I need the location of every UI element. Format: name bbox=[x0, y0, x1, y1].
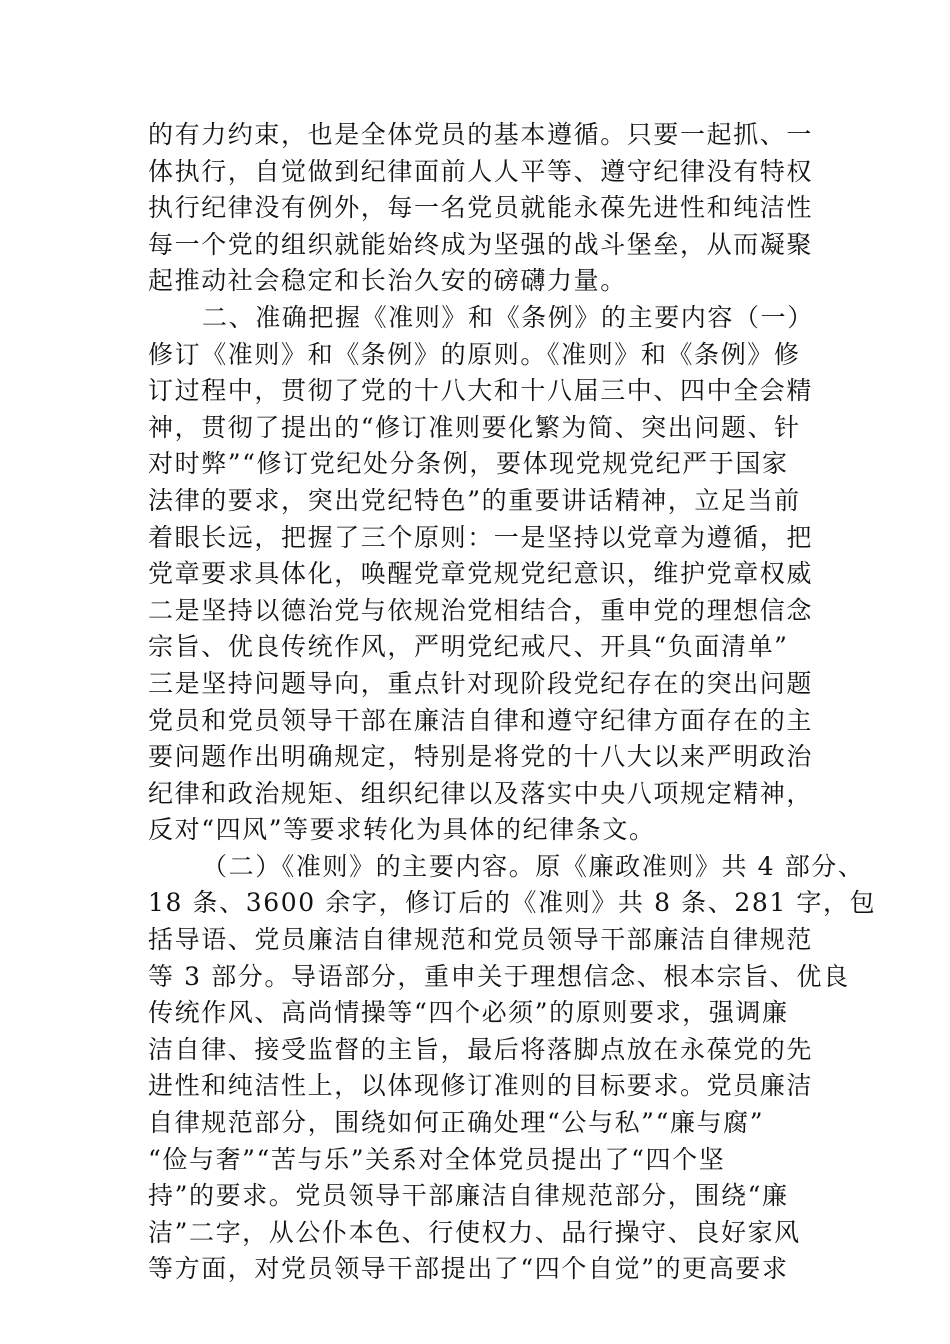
text-line: 自律规范部分，围绕如何正确处理“公与私”“廉与腐” bbox=[148, 1108, 765, 1138]
text-line: 18 条、3600 余字，修订后的《准则》共 8 条、281 字，包 bbox=[148, 888, 877, 918]
text-line: 洁”二字，从公仆本色、行使权力、品行操守、良好家风 bbox=[148, 1217, 801, 1247]
text-line: 着眼长远，把握了三个原则：一是坚持以党章为遵循，把 bbox=[148, 522, 814, 552]
text-line: 传统作风、高尚情操等“四个必须”的原则要求，强调廉 bbox=[148, 998, 789, 1028]
document-body bbox=[148, 117, 877, 1288]
text-line: 神，贯彻了提出的“修订准则要化繁为简、突出问题、针 bbox=[148, 412, 801, 442]
text-line: 括导语、党员廉洁自律规范和党员领导干部廉洁自律规范 bbox=[148, 925, 814, 955]
text-line: （二）《准则》的主要内容。原《廉政准则》共 4 部分、 bbox=[202, 851, 865, 881]
text-line: 对时弊”“修订党纪处分条例，要体现党规党纪严于国家 bbox=[148, 449, 789, 479]
text-line: 起推动社会稳定和长治久安的磅礴力量。 bbox=[148, 266, 627, 296]
text-line: 党章要求具体化，唤醒党章党规党纪意识，维护党章权威 bbox=[148, 559, 814, 589]
text-line: 三是坚持问题导向，重点针对现阶段党纪存在的突出问题 bbox=[148, 668, 814, 698]
text-line: 持”的要求。党员领导干部廉洁自律规范部分，围绕“廉 bbox=[148, 1181, 789, 1211]
text-line: 二、准确把握《准则》和《条例》的主要内容（一） bbox=[202, 302, 814, 332]
text-line: 洁自律、接受监督的主旨，最后将落脚点放在永葆党的先 bbox=[148, 1034, 814, 1064]
text-line: 反对“四风”等要求转化为具体的纪律条文。 bbox=[148, 815, 656, 845]
text-line: 法律的要求，突出党纪特色”的重要讲话精神，立足当前 bbox=[148, 485, 801, 515]
text-line: 每一个党的组织就能始终成为坚强的战斗堡垒，从而凝聚 bbox=[148, 229, 814, 259]
text-line: 体执行，自觉做到纪律面前人人平等、遵守纪律没有特权 bbox=[148, 156, 814, 186]
text-line: 的有力约束，也是全体党员的基本遵循。只要一起抓、一 bbox=[148, 120, 814, 149]
text-line: 等 3 部分。导语部分，重申关于理想信念、根本宗旨、优良 bbox=[148, 961, 850, 991]
text-line: 执行纪律没有例外，每一名党员就能永葆先进性和纯洁性 bbox=[148, 193, 814, 223]
text-line: “俭与奢”“苦与乐”关系对全体党员提出了“四个坚 bbox=[148, 1144, 726, 1174]
text-line: 要问题作出明确规定，特别是将党的十八大以来严明政治 bbox=[148, 742, 814, 772]
text-line: 等方面，对党员领导干部提出了“四个自觉”的更高要求 bbox=[148, 1254, 789, 1284]
text-line: 宗旨、优良传统作风，严明党纪戒尺、开具“负面清单” bbox=[148, 632, 789, 662]
text-line: 进性和纯洁性上，以体现修订准则的目标要求。党员廉洁 bbox=[148, 1071, 814, 1101]
text-line: 修订《准则》和《条例》的原则。《准则》和《条例》修 bbox=[148, 339, 801, 369]
text-line: 党员和党员领导干部在廉洁自律和遵守纪律方面存在的主 bbox=[148, 705, 814, 735]
text-line: 订过程中，贯彻了党的十八大和十八届三中、四中全会精 bbox=[148, 376, 814, 406]
text-line: 纪律和政治规矩、组织纪律以及落实中央八项规定精神， bbox=[148, 778, 814, 808]
text-line: 二是坚持以德治党与依规治党相结合，重申党的理想信念 bbox=[148, 595, 814, 625]
